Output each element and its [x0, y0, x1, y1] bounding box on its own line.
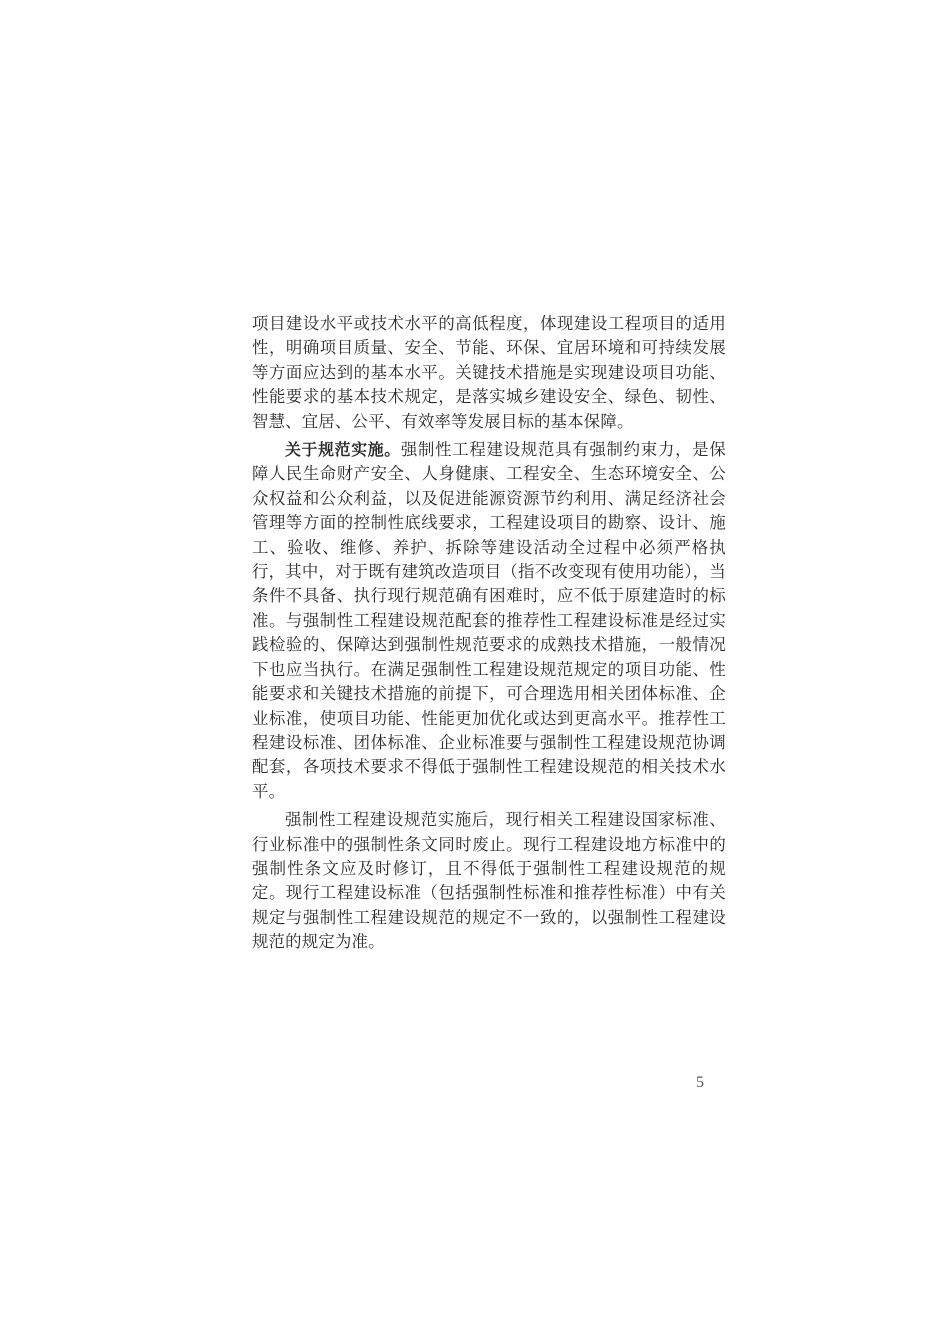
paragraph-2-text: 强制性工程建设规范具有强制约束力，是保障人民生命财产安全、人身健康、工程安全、生态环境安全、公众权益和公众利益，以及促进能源资源节约利用、满足经济社会管理等方面的控制性底线要求，工程建设项目的勘察、设计、施工、验收、维修、养护、拆除等建设活动全过程中必须严格执行，其中，对于既有建筑改造项目（指不改变现有使用功能），当条件不具备、执行现行规范确有困难时，应不低于原建造时的标准。与强制性工程建设规范配套的推荐性工程建设标准是经过实践检验的、保障达到强制性规范要求的成熟技术措施，一般情况下也应当执行。在满足强制性工程建设规范规定的项目功能、性能要求和关键技术措施的前提下，可合理选用相关团体标准、企业标准，使项目功能、性能更加优化或达到更高水平。推荐性工程建设标准、团体标准、企业标准要与强制性工程建设规范协调配套，各项技术要求不得低于强制性工程建设规范的相关技术水平。 — [252, 440, 726, 801]
paragraph-1 — [252, 312, 726, 434]
paragraph-3-text: 强制性工程建设规范实施后，现行相关工程建设国家标准、行业标准中的强制性条文同时废止。现行工程建设地方标准中的强制性条文应及时修订，且不得低于强制性工程建设规范的规定。现行工程建设标准（包括强制性标准和推荐性标准）中有关规定与强制性工程建设规范的规定不一致的，以强制性工程建设规范的规定为准。 — [252, 810, 726, 952]
paragraph-2 — [252, 438, 726, 804]
paragraph-2-lead: 关于规范实施。 — [285, 440, 401, 460]
body-text — [252, 312, 726, 955]
paragraph-1-text: 项目建设水平或技术水平的高低程度，体现建设工程项目的适用性，明确项目质量、安全、节能、环保、宜居环境和可持续发展等方面应达到的基本水平。关键技术措施是实现建设项目功能、性能要求的基本技术规定，是落实城乡建设安全、绿色、韧性、智慧、宜居、公平、有效率等发展目标的基本保障。 — [252, 314, 726, 431]
page-number: 5 — [696, 1074, 704, 1091]
paragraph-3 — [252, 808, 726, 954]
